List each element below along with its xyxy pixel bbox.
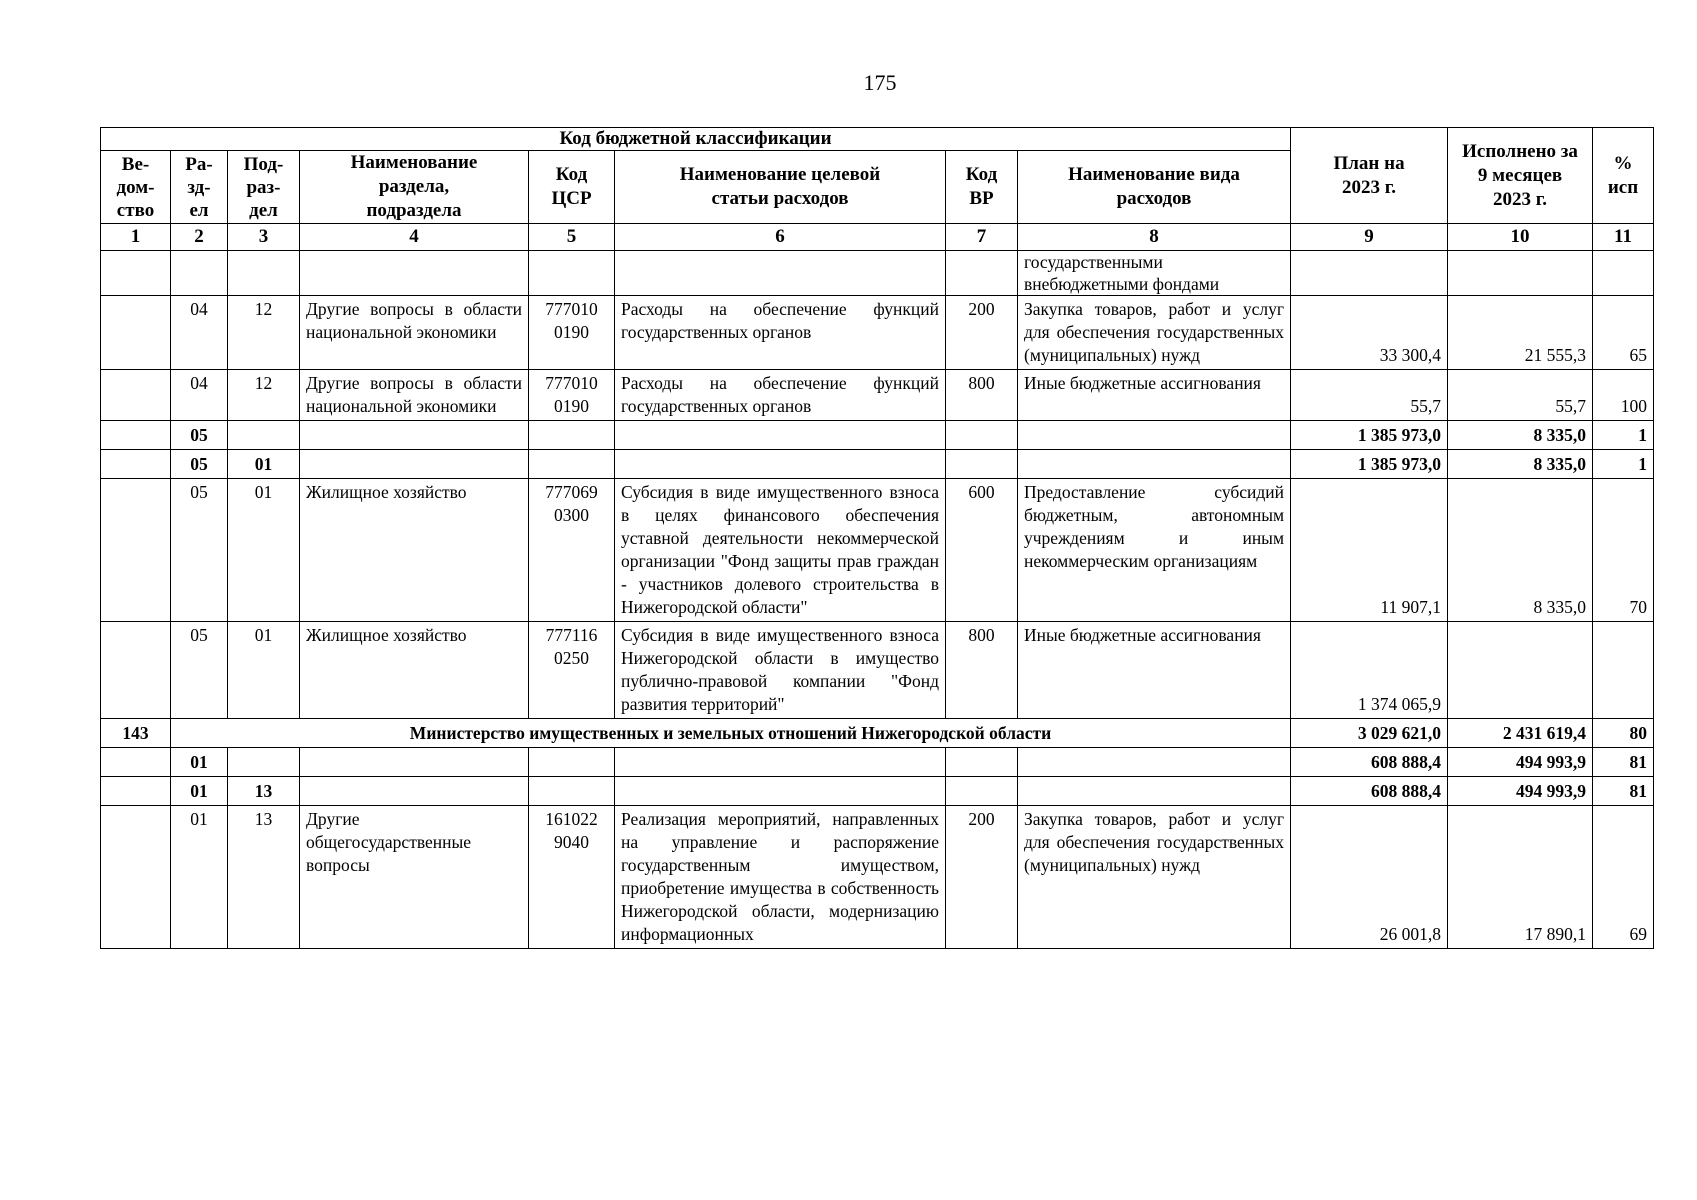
cell-section-name: Другие общегосударственные вопросы [300,806,529,949]
col-number: 4 [300,224,529,251]
cell-section-name: Жилищное хозяйство [300,479,529,622]
cell-executed: 21 555,3 [1448,296,1593,370]
col-number: 6 [615,224,946,251]
cell-percent: 1 [1593,450,1654,479]
header-percent: % исп [1593,128,1654,224]
cell-plan: 608 888,4 [1291,777,1448,806]
cell-plan [1291,251,1448,296]
header-vr: Код ВР [946,151,1018,224]
cell-vr: 200 [946,806,1018,949]
col-number: 3 [228,224,300,251]
cell-section-name [300,421,529,450]
cell-vedomstvo [101,748,171,777]
table-row-total [101,450,1654,479]
header-numbers-row [101,224,1654,251]
col-number: 8 [1018,224,1291,251]
cell-csr [529,450,615,479]
cell-podrazdel: 01 [228,479,300,622]
cell-razdel: 04 [171,296,228,370]
cell-csr: 777010 0190 [529,370,615,421]
header-group-title: Код бюджетной классификации [101,128,1291,151]
cell-executed: 55,7 [1448,370,1593,421]
cell-vedomstvo [101,450,171,479]
cell-target-name: Расходы на обеспечение функций государственных органов [615,296,946,370]
cell-section-name: Другие вопросы в области национальной экономики [300,370,529,421]
cell-section-name [300,450,529,479]
cell-expense-type [1018,777,1291,806]
header-plan: План на 2023 г. [1291,128,1448,224]
cell-vr: 600 [946,479,1018,622]
table-row [101,622,1654,719]
cell-podrazdel: 12 [228,370,300,421]
cell-section-name: Другие вопросы в области национальной экономики [300,296,529,370]
cell-podrazdel [228,421,300,450]
cell-vedomstvo: 143 [101,719,171,748]
cell-percent: 70 [1593,479,1654,622]
cell-executed: 8 335,0 [1448,450,1593,479]
cell-razdel: 05 [171,421,228,450]
cell-percent: 80 [1593,719,1654,748]
cell-plan: 608 888,4 [1291,748,1448,777]
cell-plan: 1 385 973,0 [1291,450,1448,479]
cell-plan: 1 385 973,0 [1291,421,1448,450]
cell-plan: 55,7 [1291,370,1448,421]
cell-target-name [615,251,946,296]
table-row-ministry [101,719,1654,748]
cell-vedomstvo [101,479,171,622]
cell-vedomstvo [101,296,171,370]
ministry-title: Министерство имущественных и земельных отношений Нижегородской области [171,719,1291,748]
cell-vr [946,777,1018,806]
header-csr: Код ЦСР [529,151,615,224]
cell-target-name [615,421,946,450]
cell-target-name: Субсидия в виде имущественного взноса Нижегородской области в имущество публично-правовой компании "Фонд развития территорий" [615,622,946,719]
cell-csr [529,748,615,777]
cell-section-name [300,777,529,806]
cell-csr: 777010 0190 [529,296,615,370]
cell-vr: 800 [946,622,1018,719]
cell-csr: 161022 9040 [529,806,615,949]
cell-target-name [615,450,946,479]
col-number: 1 [101,224,171,251]
cell-executed: 2 431 619,4 [1448,719,1593,748]
cell-expense-type: Иные бюджетные ассигнования [1018,370,1291,421]
cell-target-name [615,748,946,777]
cell-section-name: Жилищное хозяйство [300,622,529,719]
cell-vedomstvo [101,777,171,806]
col-number: 11 [1593,224,1654,251]
cell-executed: 494 993,9 [1448,777,1593,806]
cell-vr [946,450,1018,479]
cell-vedomstvo [101,421,171,450]
header-group-row [101,128,1654,151]
cell-vedomstvo [101,806,171,949]
table-row [101,251,1654,296]
col-number: 5 [529,224,615,251]
cell-expense-type: государственными внебюджетными фондами [1018,251,1291,296]
cell-percent: 69 [1593,806,1654,949]
cell-expense-type: Предоставление субсидий бюджетным, автономным учреждениям и иным некоммерческим организациям [1018,479,1291,622]
cell-podrazdel: 13 [228,806,300,949]
header-vedomstvo: Ве- дом- ство [101,151,171,224]
cell-percent: 65 [1593,296,1654,370]
cell-target-name: Субсидия в виде имущественного взноса в целях финансового обеспечения уставной деятельности некоммерческой организации "Фонд защиты прав граждан - участников долевого строительства в Нижегородской области" [615,479,946,622]
cell-podrazdel: 01 [228,622,300,719]
cell-plan: 11 907,1 [1291,479,1448,622]
cell-expense-type: Иные бюджетные ассигнования [1018,622,1291,719]
table-row [101,806,1654,949]
cell-percent: 100 [1593,370,1654,421]
col-number: 7 [946,224,1018,251]
header-razdel: Ра- зд- ел [171,151,228,224]
cell-razdel: 05 [171,450,228,479]
cell-section-name [300,748,529,777]
cell-vr: 800 [946,370,1018,421]
header-expense-type: Наименование вида расходов [1018,151,1291,224]
cell-executed: 17 890,1 [1448,806,1593,949]
cell-csr: 777116 0250 [529,622,615,719]
cell-razdel [171,251,228,296]
col-number: 2 [171,224,228,251]
cell-podrazdel [228,748,300,777]
cell-plan: 3 029 621,0 [1291,719,1448,748]
col-number: 9 [1291,224,1448,251]
table-row-total [101,748,1654,777]
cell-podrazdel: 01 [228,450,300,479]
cell-razdel: 01 [171,748,228,777]
header-target-name: Наименование целевой статьи расходов [615,151,946,224]
table-row [101,479,1654,622]
cell-csr [529,421,615,450]
cell-plan: 1 374 065,9 [1291,622,1448,719]
budget-table [100,127,1654,949]
header-executed: Исполнено за 9 месяцев 2023 г. [1448,128,1593,224]
cell-vedomstvo [101,251,171,296]
cell-expense-type [1018,421,1291,450]
cell-percent: 81 [1593,748,1654,777]
cell-vr [946,251,1018,296]
cell-percent: 1 [1593,421,1654,450]
cell-executed [1448,251,1593,296]
cell-expense-type: Закупка товаров, работ и услуг для обеспечения государственных (муниципальных) нужд [1018,806,1291,949]
cell-executed: 8 335,0 [1448,479,1593,622]
cell-expense-type [1018,748,1291,777]
cell-executed [1448,622,1593,719]
cell-razdel: 05 [171,479,228,622]
header-podrazdel: Под- раз- дел [228,151,300,224]
cell-vr [946,748,1018,777]
header-section-name: Наименование раздела, подраздела [300,151,529,224]
cell-expense-type: Закупка товаров, работ и услуг для обеспечения государственных (муниципальных) нужд [1018,296,1291,370]
cell-vr [946,421,1018,450]
cell-podrazdel: 13 [228,777,300,806]
cell-csr [529,777,615,806]
cell-vedomstvo [101,622,171,719]
cell-razdel: 01 [171,806,228,949]
cell-target-name: Расходы на обеспечение функций государственных органов [615,370,946,421]
cell-target-name: Реализация мероприятий, направленных на управление и распоряжение государственным имуществом, приобретение имущества в собственность Нижегородской области, модернизацию информационных [615,806,946,949]
cell-plan: 33 300,4 [1291,296,1448,370]
cell-razdel: 01 [171,777,228,806]
table-row [101,370,1654,421]
cell-expense-type [1018,450,1291,479]
page-number: 175 [863,70,897,95]
cell-percent: 81 [1593,777,1654,806]
cell-vr: 200 [946,296,1018,370]
cell-vedomstvo [101,370,171,421]
cell-percent [1593,622,1654,719]
cell-razdel: 05 [171,622,228,719]
cell-percent [1593,251,1654,296]
cell-podrazdel [228,251,300,296]
cell-podrazdel: 12 [228,296,300,370]
table-row-total [101,421,1654,450]
table-row [101,296,1654,370]
cell-executed: 494 993,9 [1448,748,1593,777]
table-row-total [101,777,1654,806]
cell-section-name [300,251,529,296]
cell-executed: 8 335,0 [1448,421,1593,450]
cell-csr [529,251,615,296]
cell-csr: 777069 0300 [529,479,615,622]
cell-target-name [615,777,946,806]
col-number: 10 [1448,224,1593,251]
cell-plan: 26 001,8 [1291,806,1448,949]
cell-razdel: 04 [171,370,228,421]
